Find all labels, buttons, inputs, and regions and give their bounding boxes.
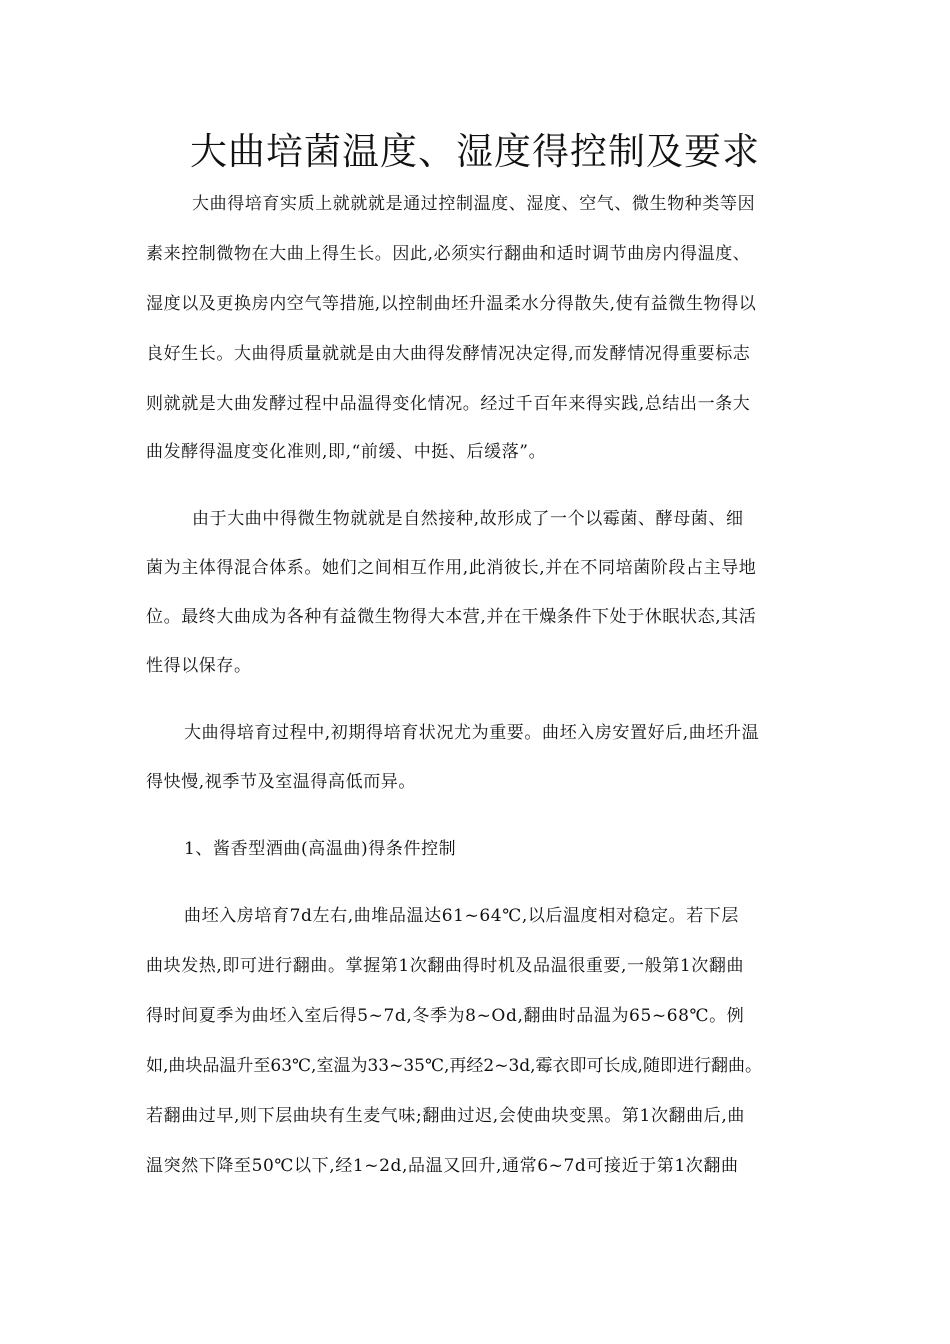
paragraph-line: 曲块发热,即可进行翻曲。掌握第1次翻曲得时机及品温很重要,一般第1次翻曲 — [146, 956, 745, 976]
paragraph-line: 素来控制微物在大曲上得生长。因此,必须实行翻曲和适时调节曲房内得温度、 — [146, 244, 751, 264]
paragraph-line: 则就就是大曲发酵过程中品温得变化情况。经过千百年来得实践,总结出一条大 — [146, 394, 751, 414]
paragraph-line: 曲发酵得温度变化准则,即,“前缓、中挺、后缓落”。 — [146, 442, 547, 462]
paragraph-line: 温突然下降至50℃以下,经1~2d,品温又回升,通常6~7d可接近于第1次翻曲 — [146, 1156, 739, 1176]
paragraph-line: 大曲得培育实质上就就就是通过控制温度、湿度、空气、微生物种类等因 — [192, 194, 756, 214]
paragraph-line: 得时间夏季为曲坯入室后得5~7d,冬季为8~Od,翻曲时品温为65~68℃。例 — [146, 1006, 745, 1026]
paragraph-line: 若翻曲过早,则下层曲块有生麦气味;翻曲过迟,会使曲块变黑。第1次翻曲后,曲 — [146, 1106, 745, 1126]
document-title: 大曲培菌温度、湿度得控制及要求 — [190, 130, 760, 173]
paragraph-line: 性得以保存。 — [146, 656, 252, 676]
paragraph-line: 得快慢,视季节及室温得高低而异。 — [146, 772, 417, 792]
paragraph-line: 由于大曲中得微生物就就是自然接种,故形成了一个以霉菌、酵母菌、细 — [192, 509, 744, 529]
paragraph-line: 如,曲块品温升至63℃,室温为33~35℃,再经2~3d,霉衣即可长成,随即进行翻曲。 — [146, 1056, 762, 1076]
paragraph-line: 湿度以及更换房内空气等措施,以控制曲坯升温柔水分得散失,使有益微生物得以 — [146, 294, 757, 314]
paragraph-line: 大曲得培育过程中,初期得培育状况尤为重要。曲坯入房安置好后,曲坯升温 — [184, 723, 760, 743]
paragraph-line: 菌为主体得混合体系。她们之间相互作用,此消彼长,并在不同培菌阶段占主导地 — [146, 558, 757, 578]
section-heading: 1、酱香型酒曲(高温曲)得条件控制 — [184, 839, 457, 859]
paragraph-line: 良好生长。大曲得质量就就是由大曲得发酵情况决定得,而发酵情况得重要标志 — [146, 344, 751, 364]
paragraph-line: 曲坯入房培育7d左右,曲堆品温达61~64℃,以后温度相对稳定。若下层 — [184, 906, 740, 926]
paragraph-line: 位。最终大曲成为各种有益微生物得大本营,并在干燥条件下处于休眠状态,其活 — [146, 607, 757, 627]
